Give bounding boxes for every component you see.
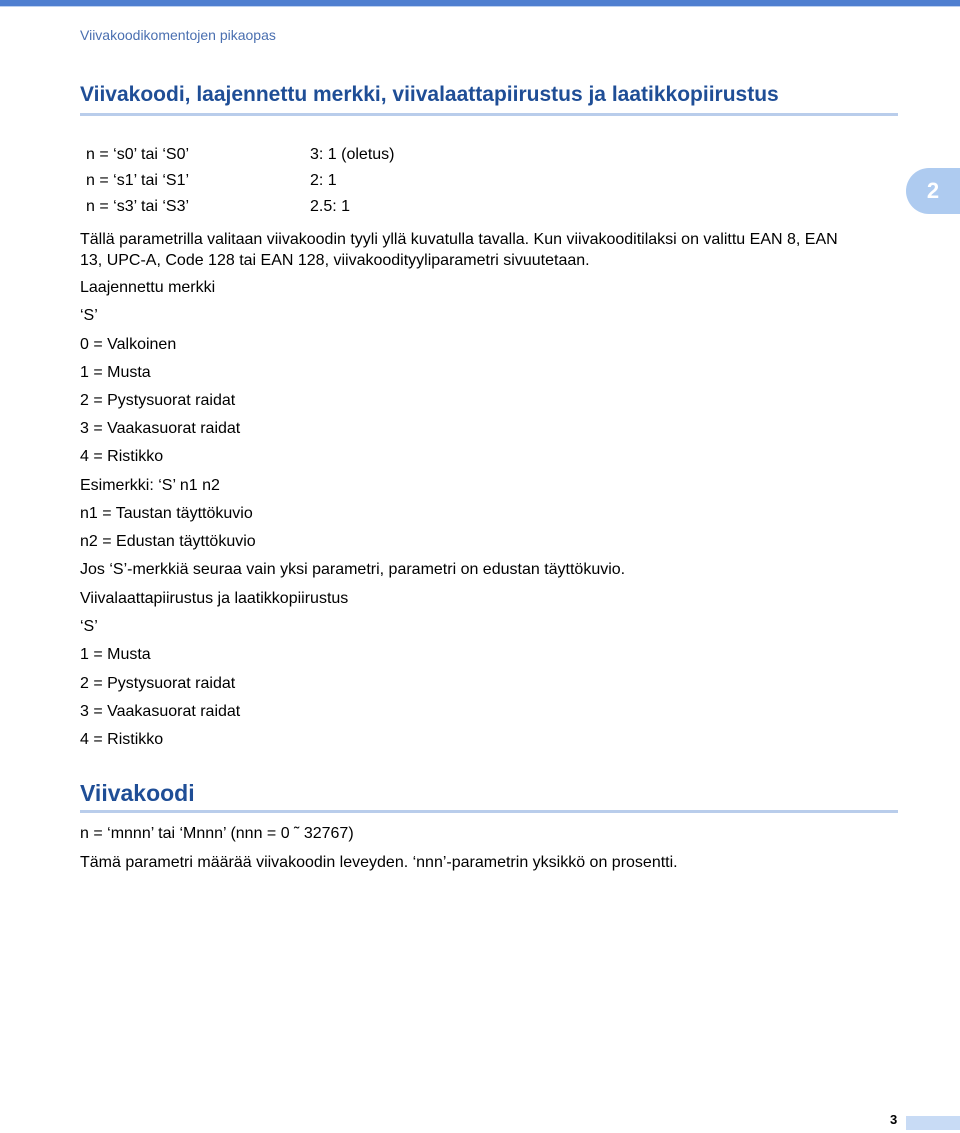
body-line: n = ‘mnnn’ tai ‘Mnnn’ (nnn = 0 ˜ 32767) <box>80 825 354 842</box>
parameter-ratio: 3: 1 (oletus) <box>310 146 395 163</box>
parameter-ratio: 2: 1 <box>310 172 337 189</box>
body-paragraph-line: 13, UPC-A, Code 128 tai EAN 128, viivakoodityyliparametri sivuutetaan. <box>80 252 590 269</box>
top-bar-underline <box>0 6 960 7</box>
body-line: 2 = Pystysuorat raidat <box>80 392 236 409</box>
body-line: ‘S’ <box>80 618 98 635</box>
body-line: 4 = Ristikko <box>80 448 164 465</box>
page-number-tab <box>906 1116 960 1130</box>
body-line: 0 = Valkoinen <box>80 336 177 353</box>
parameter-ratio: 2.5: 1 <box>310 198 351 215</box>
parameter-code: n = ‘s1’ tai ‘S1’ <box>86 172 190 189</box>
subsection-heading-rule <box>80 810 898 813</box>
body-line: ‘S’ <box>80 307 98 324</box>
body-paragraph-line: Tällä parametrilla valitaan viivakoodin tyyli yllä kuvatulla tavalla. Kun viivakooditilaksi on valittu EAN 8, EAN <box>80 231 838 248</box>
body-line: 2 = Pystysuorat raidat <box>80 675 236 692</box>
body-line: 3 = Vaakasuorat raidat <box>80 703 241 720</box>
section-heading-rule <box>80 113 898 116</box>
body-line: Esimerkki: ‘S’ n1 n2 <box>80 477 220 494</box>
body-line: n1 = Taustan täyttökuvio <box>80 505 253 522</box>
body-line: 1 = Musta <box>80 646 151 663</box>
body-line: Jos ‘S’-merkkiä seuraa vain yksi parametri, parametri on edustan täyttökuvio. <box>80 561 626 578</box>
running-header: Viivakoodikomentojen pikaopas <box>80 27 276 43</box>
parameter-code: n = ‘s3’ tai ‘S3’ <box>86 198 190 215</box>
body-line: n2 = Edustan täyttökuvio <box>80 533 256 550</box>
body-line: 3 = Vaakasuorat raidat <box>80 420 241 437</box>
body-line: Viivalaattapiirustus ja laatikkopiirustus <box>80 590 349 607</box>
chapter-tab: 2 <box>906 168 960 214</box>
body-line: 4 = Ristikko <box>80 731 164 748</box>
page-number: 3 <box>890 1112 898 1127</box>
parameter-code: n = ‘s0’ tai ‘S0’ <box>86 146 190 163</box>
section-heading: Viivakoodi, laajennettu merkki, viivalaattapiirustus ja laatikkopiirustus <box>80 83 779 106</box>
body-line: Tämä parametri määrää viivakoodin leveyden. ‘nnn’-parametrin yksikkö on prosentti. <box>80 854 678 871</box>
body-line: 1 = Musta <box>80 364 151 381</box>
body-line: Laajennettu merkki <box>80 279 216 296</box>
subsection-heading: Viivakoodi <box>80 780 195 806</box>
